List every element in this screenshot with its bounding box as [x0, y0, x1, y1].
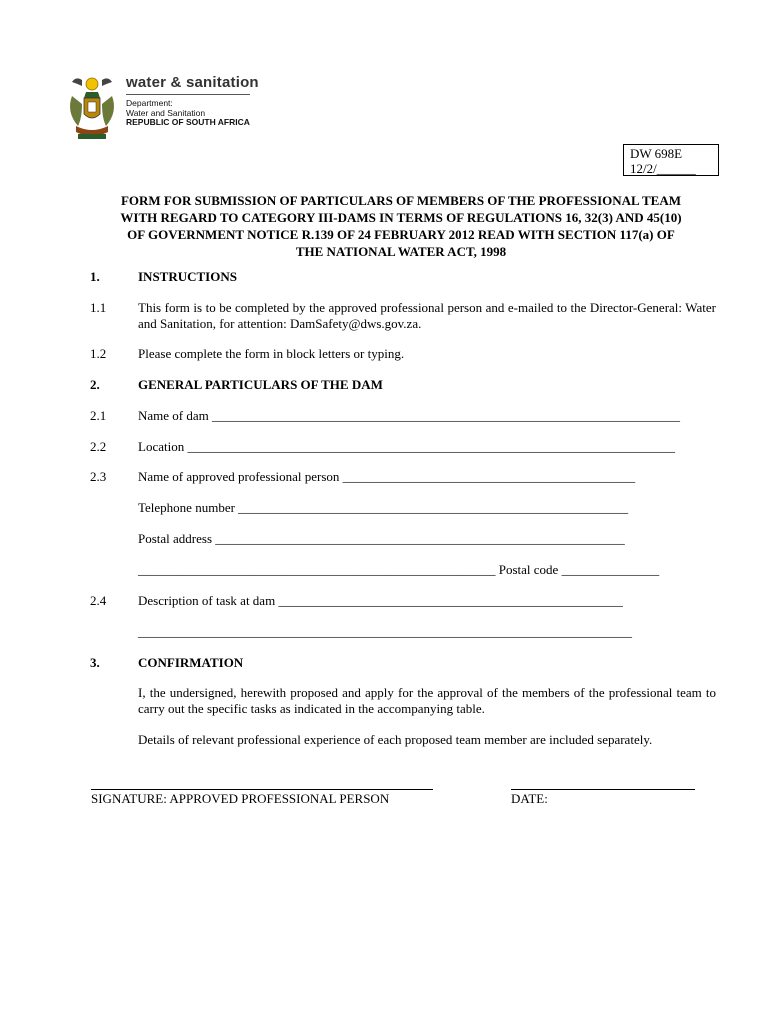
experience-note: Details of relevant professional experience of each proposed team member are included separately.	[138, 732, 653, 747]
section-1-number: 1.	[90, 269, 100, 284]
task-description-field[interactable]: Description of task at dam _____________________________________________________	[138, 593, 623, 608]
department-logo	[64, 74, 264, 144]
item-1-2-number: 1.2	[90, 346, 107, 361]
section-1-heading: INSTRUCTIONS	[138, 269, 237, 284]
form-code: DW 698E	[630, 146, 683, 161]
approved-professional-person-field[interactable]: Name of approved professional person _____________________________________________	[138, 469, 636, 484]
postal-code-field[interactable]: _______________________________________________________ Postal code _______________	[138, 562, 660, 577]
signature-line[interactable]	[91, 789, 433, 790]
item-1-2-text: Please complete the form in block letters or typing.	[138, 346, 405, 361]
item-1-1-number: 1.1	[90, 300, 107, 315]
title-line: OF GOVERNMENT NOTICE R.139 OF 24 FEBRUARY 2012 READ WITH SECTION 117(a) OF	[127, 227, 675, 242]
section-2-heading: GENERAL PARTICULARS OF THE DAM	[138, 377, 383, 392]
postal-address-field[interactable]: Postal address _______________________________________________________________	[138, 531, 625, 546]
section-3-heading: CONFIRMATION	[138, 655, 244, 670]
logo-line-country: REPUBLIC OF SOUTH AFRICA	[126, 117, 250, 127]
signature-label: SIGNATURE: APPROVED PROFESSIONAL PERSON	[91, 791, 390, 806]
field-2-4-number: 2.4	[90, 593, 107, 608]
field-2-3-number: 2.3	[90, 469, 107, 484]
telephone-number-field[interactable]: Telephone number ____________________________________________________________	[138, 500, 629, 515]
logo-line-dept-name: Water and Sanitation	[126, 107, 206, 118]
location-field[interactable]: Location ___________________________________________________________________________	[138, 439, 675, 454]
title-line: WITH REGARD TO CATEGORY III-DAMS IN TERMS OF REGULATIONS 16, 32(3) AND 45(10)	[120, 210, 682, 225]
logo-divider	[126, 94, 250, 95]
title-line: THE NATIONAL WATER ACT, 1998	[295, 244, 507, 259]
date-line[interactable]	[511, 789, 695, 790]
item-1-1-text: This form is to be completed by the approved professional person and e-mailed to the Director-General: Water and Sanitation, for attention: DamSafety@dws.gov.za.	[138, 300, 716, 331]
name-of-dam-field[interactable]: Name of dam ________________________________________________________________________	[138, 408, 681, 423]
section-2-number: 2.	[90, 377, 100, 392]
section-3-number: 3.	[90, 655, 100, 670]
file-reference: 12/2/______	[630, 161, 696, 176]
form-reference-box	[623, 144, 719, 176]
field-2-2-number: 2.2	[90, 439, 107, 454]
confirmation-paragraph: I, the undersigned, herewith proposed and apply for the approval of the members of the professional team to carry out the specific tasks as indicated in the accompanying table.	[138, 685, 716, 716]
title-line: FORM FOR SUBMISSION OF PARTICULARS OF MEMBERS OF THE PROFESSIONAL TEAM	[120, 193, 682, 208]
logo-line-department: Department:	[126, 98, 173, 108]
form-title	[86, 192, 716, 260]
coat-of-arms-icon	[64, 74, 120, 144]
task-description-continued-field[interactable]: ____________________________________________________________________________	[138, 624, 632, 639]
logo-title: water & sanitation	[126, 74, 259, 91]
date-label: DATE:	[511, 791, 548, 806]
field-2-1-number: 2.1	[90, 408, 107, 423]
